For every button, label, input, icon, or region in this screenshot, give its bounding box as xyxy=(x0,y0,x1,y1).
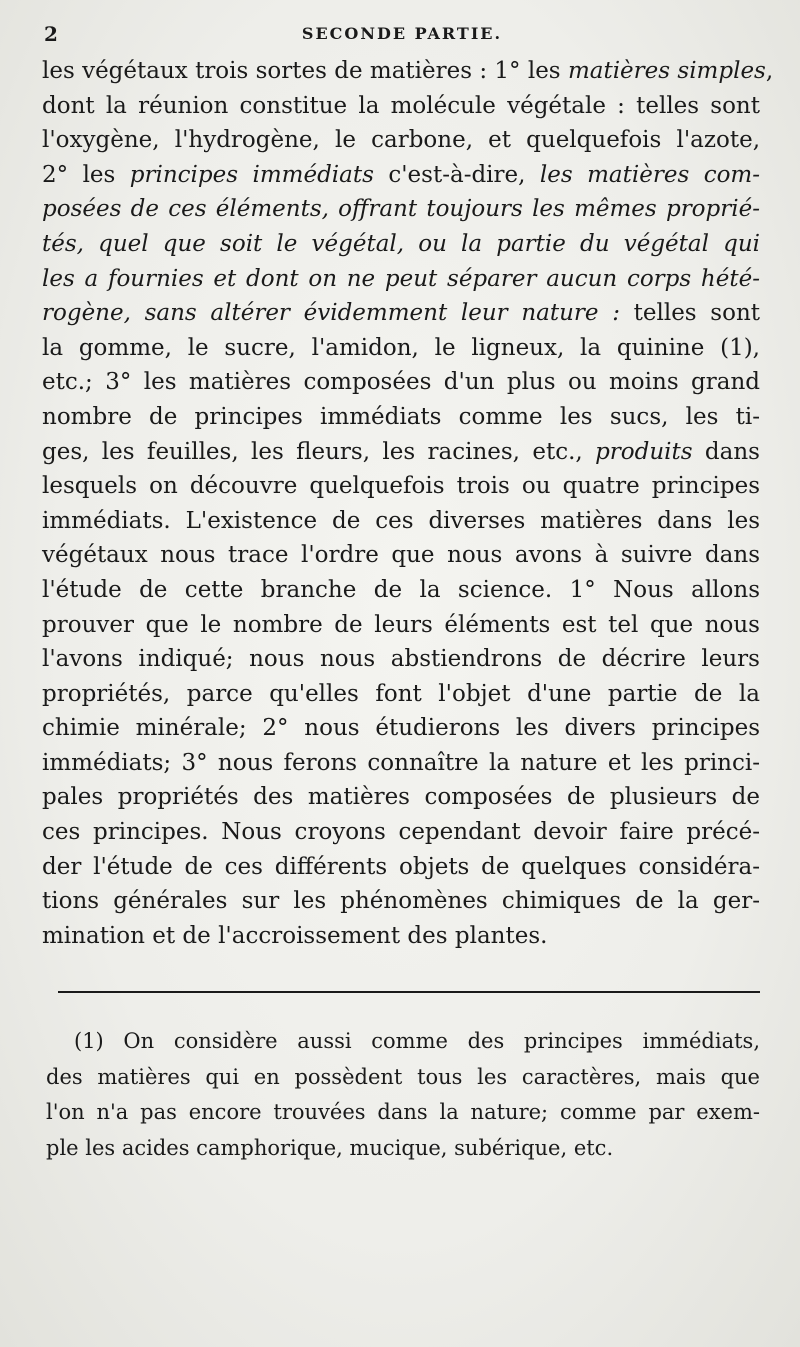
body-line xyxy=(42,296,760,331)
text-run: les matières com- xyxy=(539,161,760,188)
body-line xyxy=(42,89,760,124)
body-line xyxy=(42,192,760,227)
body-line xyxy=(42,884,760,919)
page-number: 2 xyxy=(44,22,58,46)
body-line xyxy=(42,504,760,539)
body-line xyxy=(42,158,760,193)
text-run: 2° les xyxy=(42,161,130,188)
text-run: telles sont xyxy=(619,300,760,327)
text-run: ges, les feuilles, les fleurs, les racines, etc., xyxy=(42,438,596,465)
text-run: dans xyxy=(692,438,760,465)
text-run: tés, quel que soit le végétal, ou la partie du végétal qui xyxy=(42,230,760,257)
body-line xyxy=(42,331,760,366)
text-run: végétaux nous trace l'ordre que nous avons à suivre dans xyxy=(42,542,760,569)
text-run: produits xyxy=(595,438,693,465)
body-line xyxy=(42,815,760,850)
footnote-line: (1) On considère aussi comme des principes immédiats, xyxy=(74,1029,760,1053)
text-run: l'oxygène, l'hydrogène, le carbone, et quelquefois l'azote, xyxy=(42,127,760,154)
text-run: prouver que le nombre de leurs éléments est tel que nous xyxy=(42,611,760,638)
body-line xyxy=(42,850,760,885)
body-line xyxy=(42,711,760,746)
text-run: c'est-à-dire, xyxy=(373,161,540,188)
text-run: der l'étude de ces différents objets de quelques considéra- xyxy=(42,853,760,880)
text-run: dont la réunion constitue la molécule végétale : telles sont xyxy=(42,92,760,119)
body-line xyxy=(42,227,760,262)
footnote-line: ple les acides camphorique, mucique, subérique, etc. xyxy=(46,1135,614,1160)
footnote xyxy=(46,1024,760,1166)
text-run: les a fournies et dont on ne peut séparer aucun corps hété- xyxy=(42,265,760,292)
body-line xyxy=(42,677,760,712)
body-line xyxy=(42,435,760,470)
body-line xyxy=(42,573,760,608)
footnote-line: des matières qui en possèdent tous les caractères, mais que xyxy=(46,1064,760,1089)
body-line xyxy=(42,608,760,643)
text-run: immédiats; 3° nous ferons connaître la nature et les princi- xyxy=(42,749,760,776)
text-run: immédiats. L'existence de ces diverses matières dans les xyxy=(42,507,760,534)
body-text xyxy=(42,54,774,953)
text-run: la gomme, le sucre, l'amidon, le ligneux, la quinine (1), xyxy=(42,334,760,361)
text-run: mination et de l'accroissement des plantes. xyxy=(42,922,548,949)
text-run: propriétés, parce qu'elles font l'objet d'une partie de la xyxy=(42,680,760,707)
footnote-rule xyxy=(58,991,760,993)
text-run: lesquels on découvre quelquefois trois ou quatre principes xyxy=(42,473,760,500)
body-line xyxy=(42,538,760,573)
body-line xyxy=(42,365,760,400)
body-line xyxy=(42,262,760,297)
text-run: ces principes. Nous croyons cependant devoir faire précé- xyxy=(42,819,760,846)
body-line xyxy=(42,746,760,781)
footnote-line: l'on n'a pas encore trouvées dans la nature; comme par exem- xyxy=(46,1100,760,1124)
text-run: posées de ces éléments, offrant toujours les mêmes proprié- xyxy=(42,196,760,223)
body-line xyxy=(42,54,774,89)
running-head xyxy=(44,22,760,50)
body-line xyxy=(42,123,760,158)
text-run: l'étude de cette branche de la science. 1° Nous allons xyxy=(42,576,760,603)
text-run: nombre de principes immédiats comme les sucs, les ti- xyxy=(42,403,760,430)
body-line xyxy=(42,400,760,435)
text-run: rogène, sans altérer évidemment leur nature : xyxy=(42,300,620,327)
body-line xyxy=(42,919,760,954)
body-line xyxy=(42,642,760,677)
text-run: etc.; 3° les matières composées d'un plus ou moins grand xyxy=(42,369,760,396)
text-run: , xyxy=(765,58,774,84)
body-line xyxy=(42,780,760,815)
text-run: chimie minérale; 2° nous étudierons les divers principes xyxy=(42,715,760,742)
text-run: pales propriétés des matières composées de plusieurs de xyxy=(42,784,760,811)
text-run: les végétaux trois sortes de matières : 1° les xyxy=(42,58,568,84)
text-run: l'avons indiqué; nous nous abstiendrons de décrire leurs xyxy=(42,646,760,673)
text-run: principes immédiats xyxy=(129,161,374,188)
text-run: tions générales sur les phénomènes chimiques de la ger- xyxy=(42,888,760,915)
body-line xyxy=(42,469,760,504)
text-run: matières simples xyxy=(567,58,766,84)
running-title: SECONDE PARTIE. xyxy=(301,24,503,43)
